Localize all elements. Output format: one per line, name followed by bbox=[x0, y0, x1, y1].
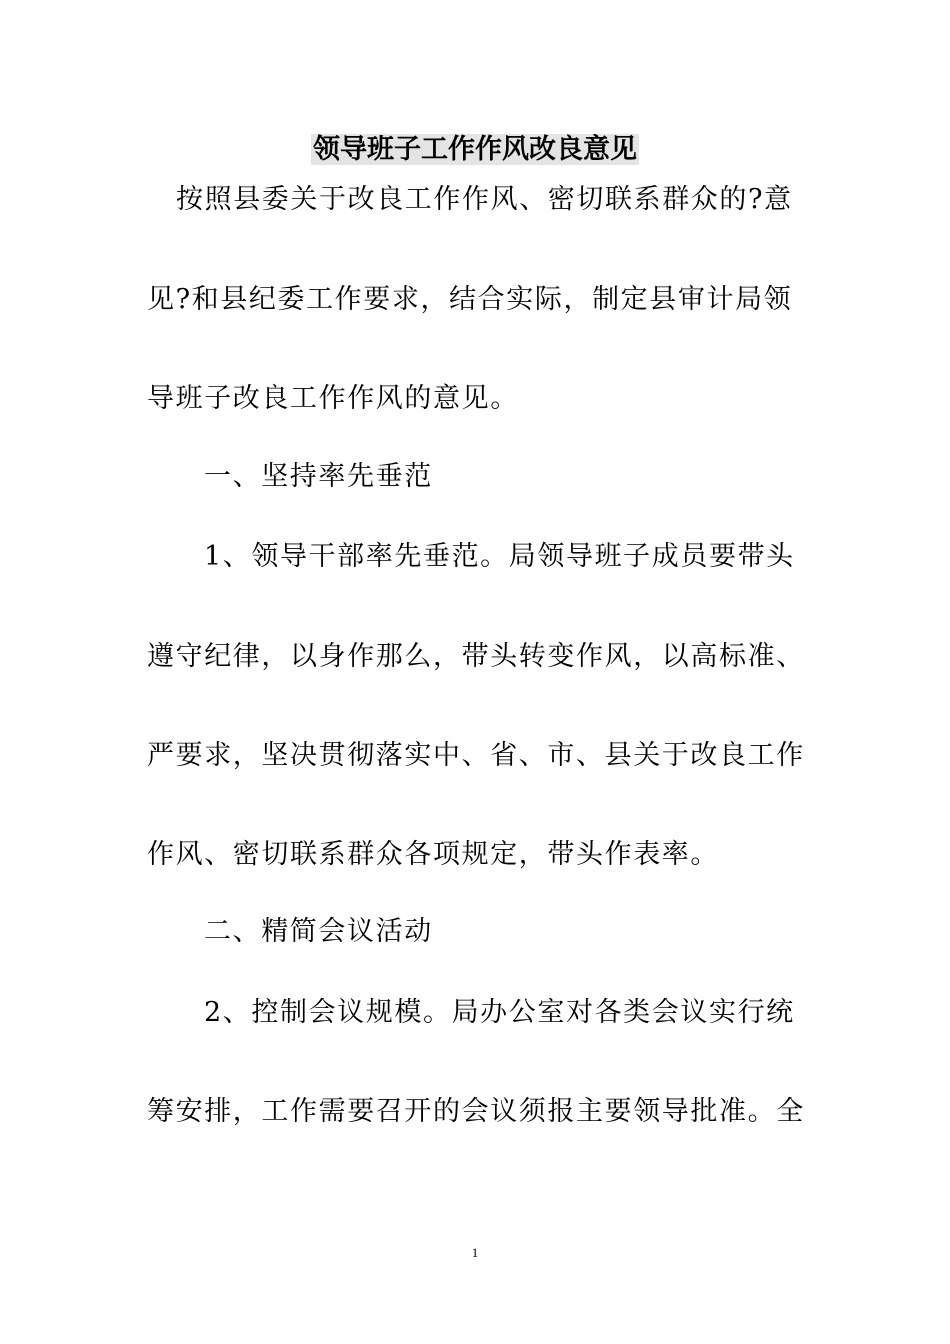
page-number: 1 bbox=[471, 1245, 479, 1260]
section-heading: 一、坚持率先垂范 bbox=[204, 461, 433, 492]
paragraph-line: 2、控制会议规模。局办公室对各类会议实行统 bbox=[204, 997, 795, 1028]
paragraph-line: 作风、密切联系群众各项规定，带头作表率。 bbox=[147, 839, 719, 870]
document-title-text: 领导班子工作作风改良意见 bbox=[313, 134, 637, 165]
section-heading: 二、精简会议活动 bbox=[204, 916, 433, 947]
paragraph-line: 导班子改良工作作风的意见。 bbox=[147, 383, 519, 414]
paragraph-line: 见?和县纪委工作要求，结合实际，制定县审计局领 bbox=[147, 284, 793, 315]
paragraph-line: 筹安排，工作需要召开的会议须报主要领导批准。全 bbox=[147, 1096, 805, 1127]
document-title bbox=[0, 128, 950, 172]
paragraph-line: 按照县委关于改良工作作风、密切联系群众的?意 bbox=[176, 184, 793, 215]
paragraph-line: 遵守纪律，以身作那么，带头转变作风，以高标准、 bbox=[147, 641, 805, 672]
paragraph-line: 1、领导干部率先垂范。局领导班子成员要带头 bbox=[204, 541, 795, 572]
paragraph-line: 严要求，坚决贯彻落实中、省、市、县关于改良工作 bbox=[147, 740, 805, 771]
